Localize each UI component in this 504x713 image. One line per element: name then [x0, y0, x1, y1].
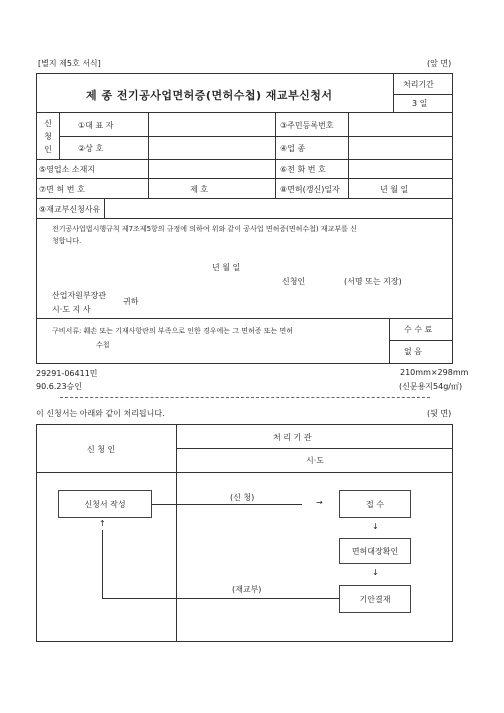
business-type-label: ④업 종 [280, 144, 306, 153]
rep-name-label: ①대 표 자 [78, 121, 114, 130]
approval-date: 90.6.23승인 [36, 382, 82, 391]
processing-period-value: 3 일 [412, 99, 428, 108]
fee-value: 없 음 [404, 347, 422, 356]
addressee-minister: 산업자원부장관 [52, 291, 107, 300]
arrow-up-icon: ↑ [99, 519, 106, 528]
form-title: 제 종 전기공사업면허증(면허수첩) 재교부신청서 [86, 89, 333, 102]
front-side-label: (앞 면) [427, 59, 452, 68]
reissue-label: (재교부) [232, 585, 262, 594]
statement-line-2: 청합니다. [52, 237, 82, 245]
applicant-section-label: 신 청 인 [44, 119, 52, 154]
applicant-sign-label: 신청인 [282, 277, 306, 286]
paper-size: 210mm×298mm [400, 368, 469, 377]
addressee-honorific: 귀하 [123, 297, 139, 306]
arrow-down-icon: ↓ [372, 522, 379, 531]
arrow-down-icon: ↓ [372, 568, 379, 577]
flow-approval: 기안결재 [339, 585, 411, 613]
required-docs-line-2: 수첩 [96, 341, 110, 349]
addressee-governor: 시·도 지 사 [52, 305, 91, 314]
reissue-connector [102, 598, 339, 599]
statement-line-1: 전기공사업법시행규칙 제7조제5항의 규정에 의하여 위와 같이 공사업 면허증(면허수첩) 재교부를 신 [52, 225, 357, 233]
agency-sub-header: 시·도 [306, 456, 324, 465]
license-number-label: ⑦면 허 번 호 [39, 185, 85, 194]
processing-period-label: 처리기간 [403, 80, 434, 89]
issue-date-value: 년 월 일 [380, 185, 409, 194]
back-side-label: (뒷 면) [427, 409, 452, 418]
office-location-label: ⑤영업소 소재지 [39, 165, 96, 174]
back-intro: 이 신청서는 아래와 같이 처리됩니다. [36, 409, 165, 418]
issue-date-label: ⑧면허(갱신)일자 [280, 185, 340, 194]
form-code: 29291-06411민 [36, 369, 98, 378]
applicant-column-header: 신 청 인 [87, 445, 116, 454]
flow-receive: 접 수 [339, 490, 411, 518]
fee-label: 수 수 료 [404, 325, 433, 334]
paper-type: (신문용지54g/㎡) [399, 382, 463, 391]
reissue-reason-label: ⑨재교부신청사유 [39, 205, 101, 214]
flow-license-check: 면허대장확인 [339, 538, 411, 564]
license-number-value: 제 호 [190, 185, 208, 194]
flow-write-application: 신청서 작성 [58, 490, 152, 518]
reissue-connector-vertical [102, 530, 103, 599]
sign-or-seal-label: (서명 또는 지장) [344, 277, 402, 286]
form-number: [별지 제5호 서식] [38, 59, 101, 68]
statement-date: 년 월 일 [212, 263, 241, 272]
resident-number-label: ③주민등록번호 [280, 121, 334, 130]
phone-label: ⑥전 화 번 호 [280, 165, 326, 174]
trade-name-label: ②상 호 [78, 144, 104, 153]
required-docs-line-1: 구비서류: 훼손 또는 기재사항란의 부족으로 인한 경우에는 그 면허증 또는 면허 [52, 327, 293, 335]
cut-line [60, 397, 430, 398]
arrow-right-icon: → [316, 498, 323, 507]
apply-label: (신 청) [230, 493, 255, 502]
apply-connector [152, 504, 302, 505]
agency-column-header: 처 리 기 관 [273, 433, 312, 442]
